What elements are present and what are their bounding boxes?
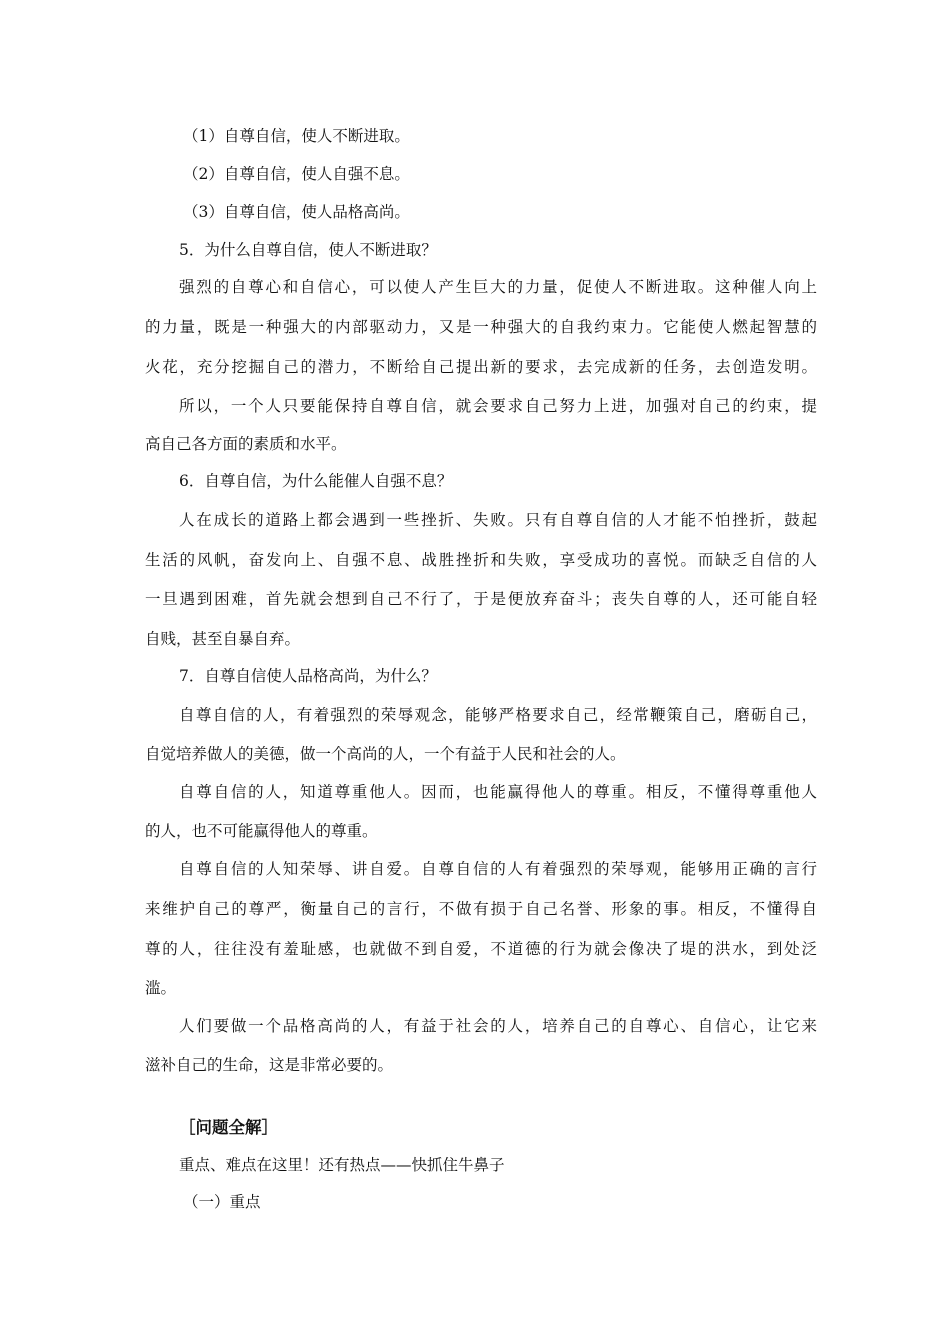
list-item: （2）自尊自信，使人自强不息。 (183, 165, 410, 183)
list-item: （1）自尊自信，使人不断进取。 (183, 127, 410, 145)
paragraph-line: 高自己各方面的素质和水平。 (145, 435, 347, 453)
paragraph-line: 强烈的自尊心和自信心，可以使人产生巨大的力量，促使人不断进取。这种催人向上 (179, 278, 817, 296)
paragraph-line: 生活的风帆，奋发向上、自强不息、战胜挫折和失败，享受成功的喜悦。而缺乏自信的人 (145, 551, 817, 569)
question-6-title: 6．自尊自信，为什么能催人自强不息？ (179, 472, 453, 490)
paragraph-line: 来维护自己的尊严，衡量自己的言行，不做有损于自己名誉、形象的事。相反，不懂得自 (145, 900, 817, 918)
paragraph-line: 所以，一个人只要能保持自尊自信，就会要求自己努力上进，加强对自己的约束，提 (179, 397, 817, 415)
paragraph-line: 自贱，甚至自暴自弃。 (145, 630, 301, 648)
question-7-title: 7．自尊自信使人品格高尚，为什么？ (179, 667, 437, 685)
paragraph-line: 滥。 (145, 979, 177, 997)
paragraph-line: 火花，充分挖掘自己的潜力，不断给自己提出新的要求，去完成新的任务，去创造发明。 (145, 358, 817, 376)
paragraph-line: 的力量，既是一种强大的内部驱动力，又是一种强大的自我约束力。它能使人燃起智慧的 (145, 318, 817, 336)
paragraph-line: 一旦遇到困难，首先就会想到自己不行了，于是便放弃奋斗；丧失自尊的人，还可能自轻 (145, 590, 817, 608)
paragraph-line: 滋补自己的生命，这是非常必要的。 (145, 1056, 394, 1074)
section-heading: ［问题全解］ (179, 1118, 278, 1137)
paragraph-line: 人们要做一个品格高尚的人，有益于社会的人，培养自己的自尊心、自信心，让它来 (179, 1017, 817, 1035)
paragraph-line: 自尊自信的人，知道尊重他人。因而，也能赢得他人的尊重。相反，不懂得尊重他人 (179, 783, 817, 801)
paragraph-line: 尊的人，往往没有羞耻感，也就做不到自爱，不道德的行为就会像决了堤的洪水，到处泛 (145, 940, 817, 958)
paragraph-line: 自觉培养做人的美德，做一个高尚的人，一个有益于人民和社会的人。 (145, 745, 626, 763)
section-subtitle: 重点、难点在这里！还有热点——快抓住牛鼻子 (179, 1156, 505, 1174)
question-5-title: 5．为什么自尊自信，使人不断进取？ (179, 241, 437, 259)
paragraph-line: 自尊自信的人，有着强烈的荣辱观念，能够严格要求自己，经常鞭策自己，磨砺自己， (179, 706, 817, 724)
paragraph-line: 自尊自信的人知荣辱、讲自爱。自尊自信的人有着强烈的荣辱观，能够用正确的言行 (179, 860, 817, 878)
document-page (145, 0, 817, 1344)
list-item: （3）自尊自信，使人品格高尚。 (183, 203, 410, 221)
list-item: （一）重点 (183, 1193, 261, 1211)
paragraph-line: 人在成长的道路上都会遇到一些挫折、失败。只有自尊自信的人才能不怕挫折，鼓起 (179, 511, 817, 529)
paragraph-line: 的人，也不可能赢得他人的尊重。 (145, 822, 378, 840)
